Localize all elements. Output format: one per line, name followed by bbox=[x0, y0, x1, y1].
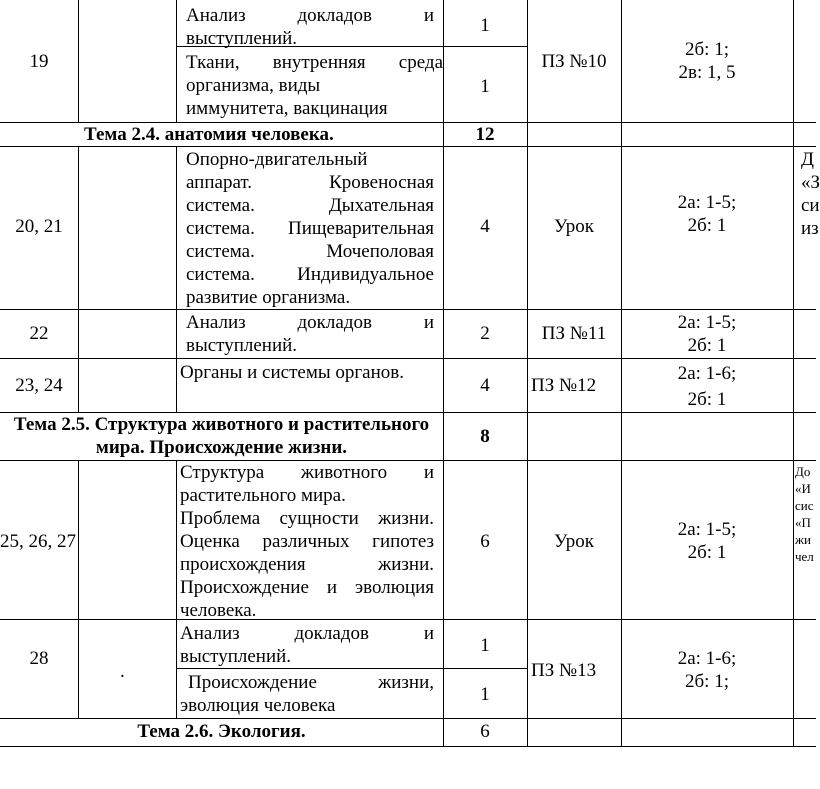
row-border bbox=[0, 309, 816, 310]
hours: 1 bbox=[480, 684, 490, 705]
cut-off-text: Д «З си из bbox=[801, 149, 820, 239]
row-border bbox=[0, 746, 816, 747]
topic-title: Тема 2.6. Экология. bbox=[137, 721, 306, 742]
lesson-number: 20, 21 bbox=[15, 216, 63, 237]
col-border bbox=[176, 0, 177, 122]
lesson-number: 22 bbox=[29, 323, 49, 344]
lesson-type: ПЗ №10 bbox=[541, 51, 607, 72]
lesson-topic: Анализ докладов и выступлений. bbox=[186, 312, 434, 356]
cut-off-text: До «И сис «П жи чел bbox=[795, 464, 814, 564]
hours: 2 bbox=[480, 323, 490, 344]
lesson-number: 28 bbox=[29, 648, 49, 669]
literature: 2а: 1-5; 2б: 1 bbox=[677, 519, 737, 563]
lesson-topic: Опорно-двигательный аппарат. Кровеносная система. Дыхательная система. Пищеварительная система. Мочеполовая система. Индивидуальное развитие организма. bbox=[186, 149, 434, 308]
row-border bbox=[0, 718, 816, 719]
literature: 2а: 1-6; 2б: 1 bbox=[677, 363, 737, 410]
hours: 4 bbox=[480, 216, 490, 237]
lesson-number: 19 bbox=[29, 51, 49, 72]
row-border bbox=[0, 146, 816, 147]
lesson-topic: Анализ докладов и выступлений. bbox=[186, 5, 434, 49]
hours: 6 bbox=[480, 531, 490, 552]
lesson-type: Урок bbox=[553, 531, 594, 552]
lesson-type: Урок bbox=[553, 216, 594, 237]
lesson-topic: Структура животного и растительного мира. Проблема сущности жизни. Оценка различных гипотез происхождения жизни. Происхождение и эволюция человека. bbox=[180, 462, 434, 621]
literature: 2а: 1-5; 2б: 1 bbox=[677, 192, 737, 236]
topic-hours: 6 bbox=[480, 721, 490, 742]
topic-hours: 8 bbox=[480, 426, 490, 447]
col-border bbox=[527, 0, 528, 746]
hours: 1 bbox=[480, 15, 490, 36]
lesson-topic: Ткани, внутренняя среда организма, виды иммунитета, вакцинация bbox=[186, 52, 443, 119]
literature: 2а: 1-6; 2б: 1; bbox=[677, 648, 737, 692]
lesson-number: 25, 26, 27 bbox=[0, 531, 76, 552]
lesson-topic: Анализ докладов и выступлений. bbox=[180, 623, 434, 667]
hours: 4 bbox=[480, 375, 490, 396]
lesson-topic: Происхождение жизни, эволюция человека bbox=[180, 672, 434, 716]
col-border bbox=[176, 460, 177, 718]
topic-title: Тема 2.5. Структура животного и растительного мира. Происхождение жизни. bbox=[13, 414, 430, 458]
col-border bbox=[176, 146, 177, 412]
col-border bbox=[78, 0, 79, 122]
col-border bbox=[78, 146, 79, 412]
col-border bbox=[793, 0, 794, 746]
lesson-type: ПЗ №11 bbox=[541, 323, 607, 344]
hours: 1 bbox=[480, 76, 490, 97]
row-border bbox=[0, 358, 816, 359]
col-border bbox=[78, 460, 79, 718]
lesson-type: ПЗ №12 bbox=[531, 375, 597, 396]
lesson-type: ПЗ №13 bbox=[531, 660, 597, 681]
literature: 2а: 1-5; 2б: 1 bbox=[677, 312, 737, 356]
topic-title: Тема 2.4. анатомия человека. bbox=[84, 124, 334, 145]
topic-hours: 12 bbox=[475, 124, 495, 145]
row-border bbox=[176, 668, 527, 669]
literature: 2б: 1; 2в: 1, 5 bbox=[678, 39, 736, 83]
lesson-topic: Органы и системы органов. bbox=[180, 362, 404, 383]
empty-mark: . bbox=[120, 661, 125, 682]
hours: 1 bbox=[480, 635, 490, 656]
lesson-number: 23, 24 bbox=[15, 375, 63, 396]
